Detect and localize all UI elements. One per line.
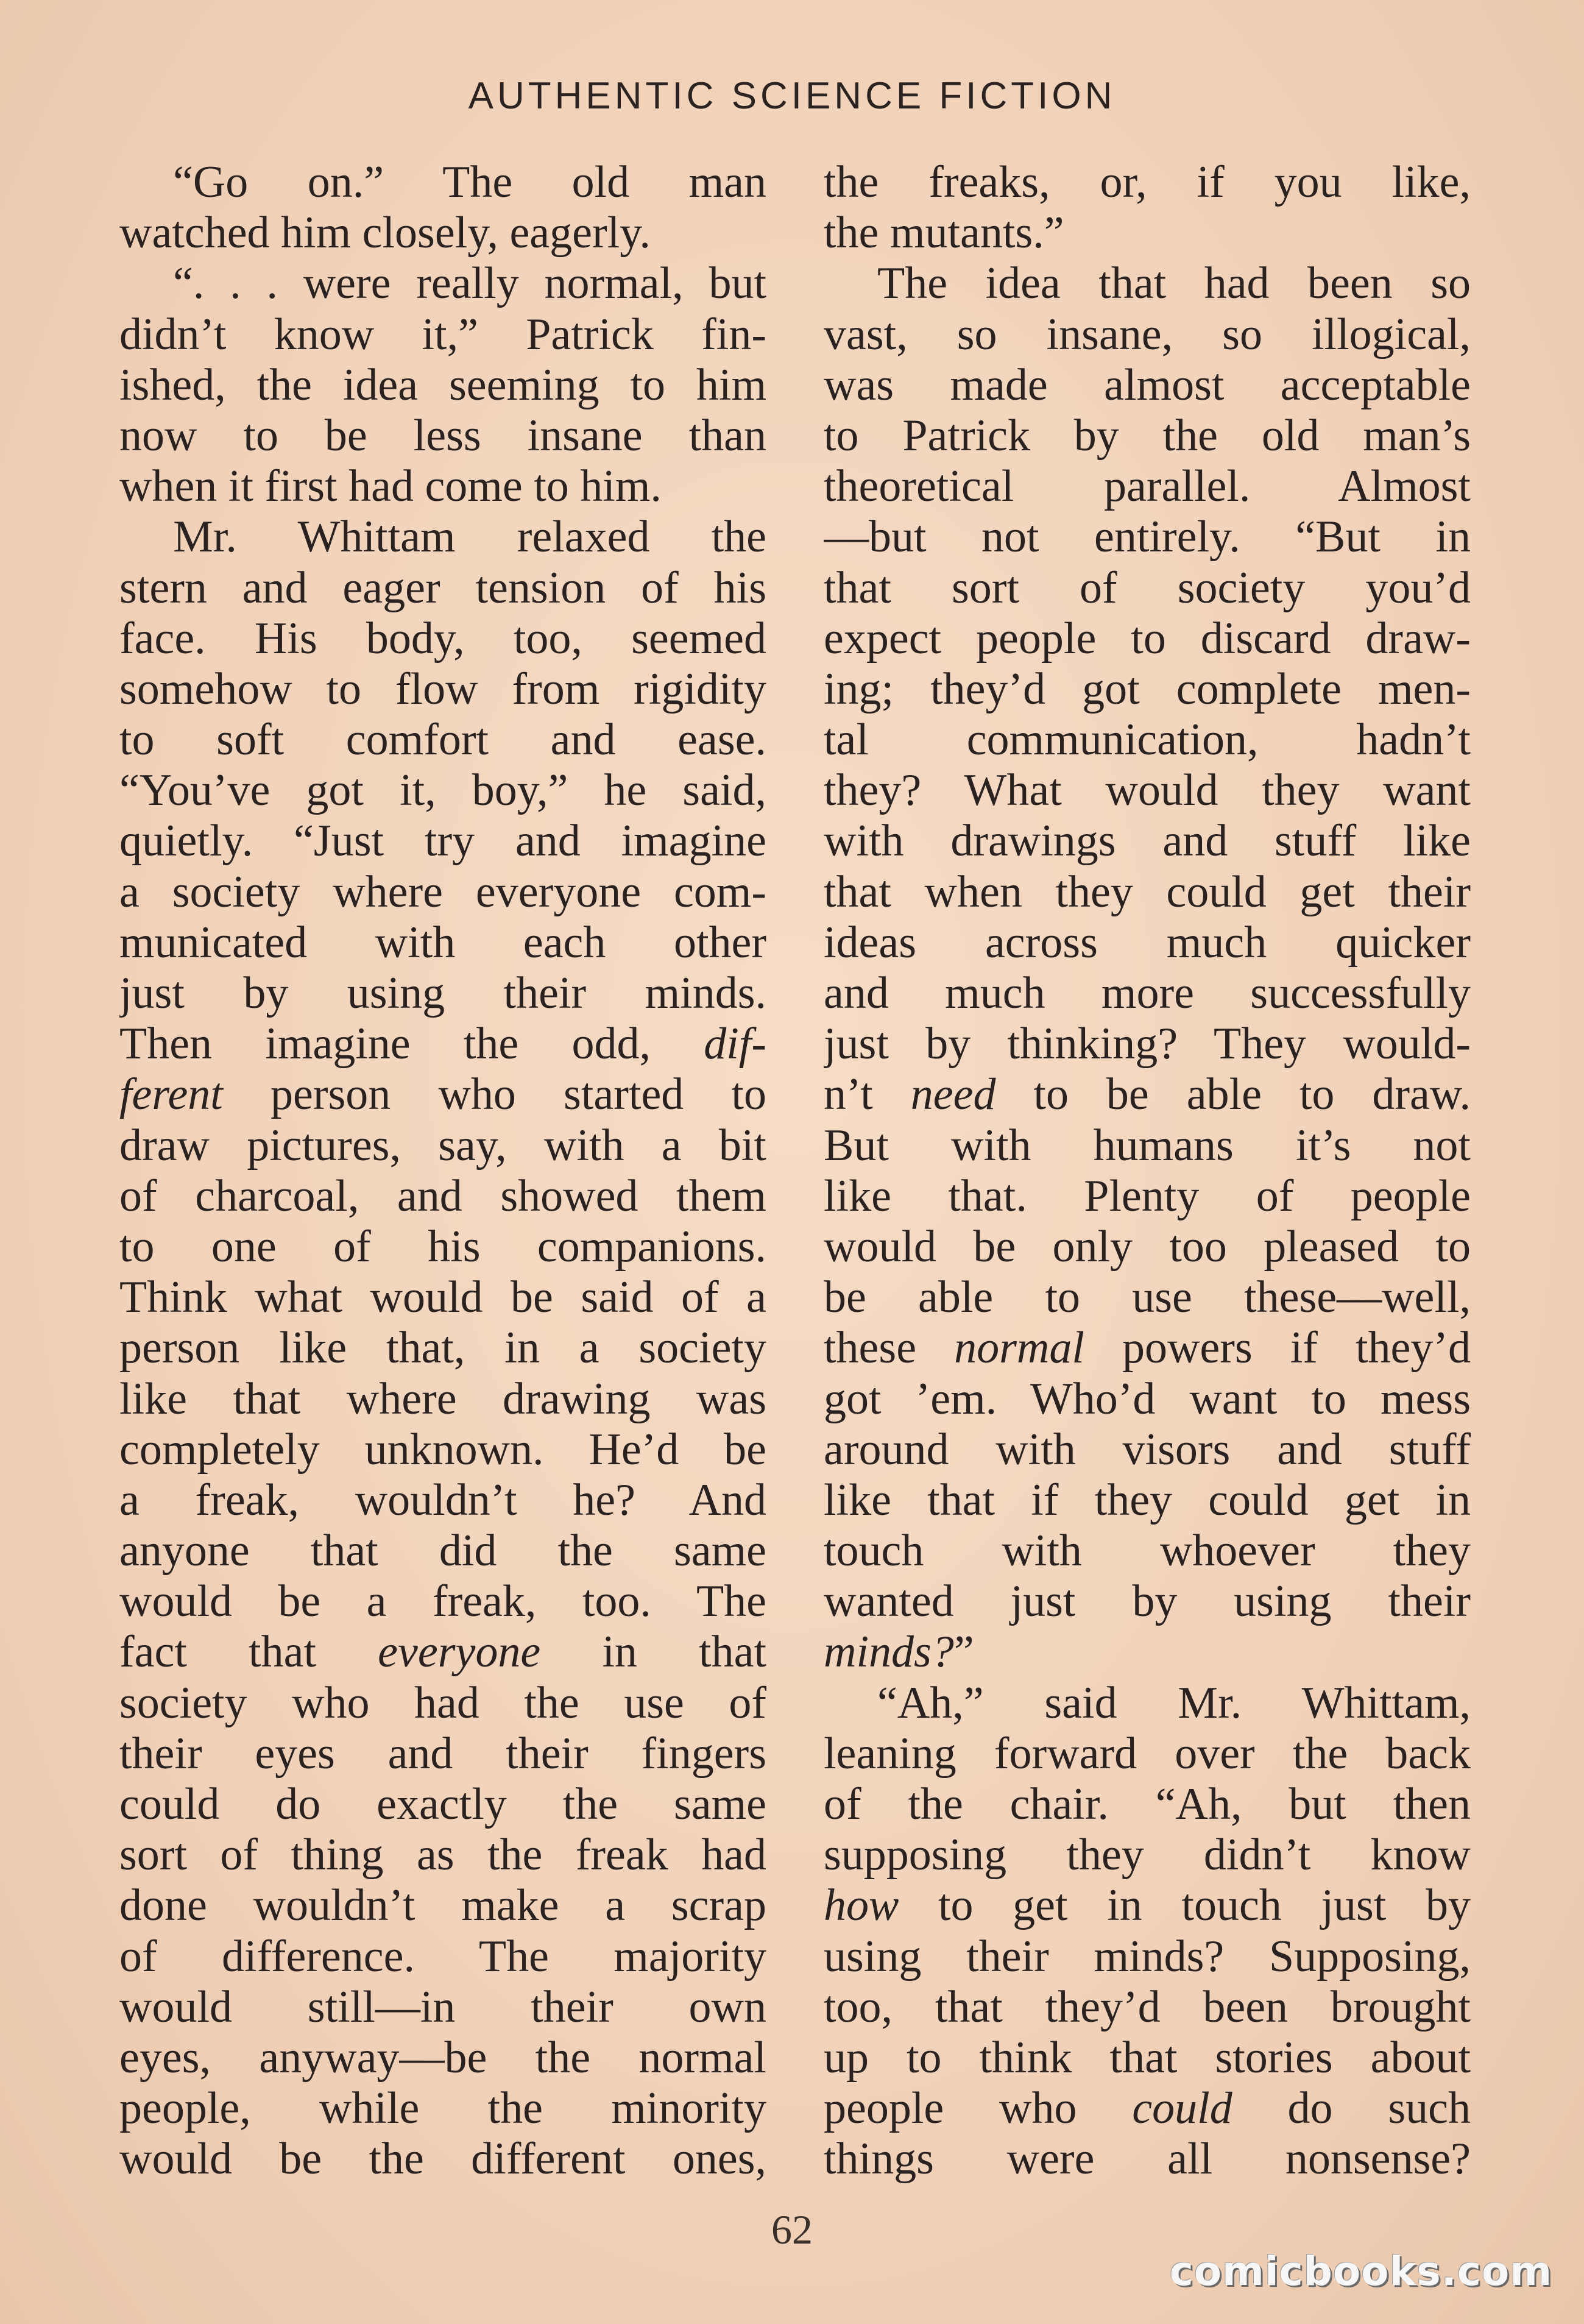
text-segment: —but not entirely. “But in xyxy=(824,512,1471,562)
text-segment: eyes, anyway—be the normal xyxy=(119,2032,766,2083)
text-segment: But with humans it’s not xyxy=(824,1120,1471,1171)
text-segment: would still—in their own xyxy=(119,1982,766,2032)
text-segment: “Go on.” The old man xyxy=(173,157,766,207)
text-line xyxy=(824,1475,1471,1526)
italic-text-segment: normal xyxy=(954,1323,1084,1373)
text-segment: to soft comfort and ease. xyxy=(119,715,766,765)
text-line xyxy=(824,918,1471,968)
text-segment: with drawings and stuff like xyxy=(824,816,1471,866)
text-line xyxy=(119,614,766,664)
text-line xyxy=(119,1576,766,1627)
text-line xyxy=(119,512,766,562)
text-segment: anyone that did the same xyxy=(119,1526,766,1576)
text-line xyxy=(119,1272,766,1323)
text-segment: of difference. The majority xyxy=(119,1931,766,1982)
text-segment: be able to use these—well, xyxy=(824,1272,1471,1323)
text-segment: quietly. “Just try and imagine xyxy=(119,816,766,866)
text-segment: person who started to xyxy=(222,1069,766,1120)
text-line xyxy=(824,563,1471,614)
text-line xyxy=(119,2033,766,2083)
text-segment: ” xyxy=(953,1627,974,1677)
text-segment: now to be less insane than xyxy=(119,410,766,461)
text-line xyxy=(824,1729,1471,1779)
text-segment: like that where drawing was xyxy=(119,1373,766,1424)
text-line xyxy=(119,1475,766,1526)
text-line xyxy=(824,1982,1471,2033)
text-line xyxy=(824,1425,1471,1475)
italic-text-segment: ferent xyxy=(119,1069,223,1120)
text-line xyxy=(119,1323,766,1373)
text-segment: would be only too pleased to xyxy=(824,1221,1471,1272)
text-segment: like that. Plenty of people xyxy=(824,1171,1471,1221)
text-segment: municated with each other xyxy=(119,917,766,968)
watermark-logo: comicbooks.com xyxy=(1169,2248,1552,2295)
text-segment: sort of thing as the freak had xyxy=(119,1830,766,1880)
text-line xyxy=(824,258,1471,309)
text-segment: to be able to draw. xyxy=(995,1069,1471,1120)
text-line xyxy=(119,258,766,309)
text-segment: these xyxy=(824,1323,955,1373)
text-segment: got ’em. Who’d want to mess xyxy=(824,1373,1471,1424)
text-line xyxy=(119,1069,766,1120)
text-line xyxy=(824,614,1471,664)
text-segment: of charcoal, and showed them xyxy=(119,1171,766,1221)
text-segment: completely unknown. He’d be xyxy=(119,1424,766,1475)
text-segment: that when they could get their xyxy=(824,866,1471,917)
text-line xyxy=(119,1222,766,1272)
italic-text-segment: could xyxy=(1132,2083,1232,2134)
text-segment: powers if they’d xyxy=(1084,1323,1471,1373)
text-line xyxy=(119,360,766,411)
text-line xyxy=(824,1272,1471,1323)
text-line xyxy=(119,1121,766,1171)
text-line xyxy=(119,765,766,816)
text-segment: they? What would they want xyxy=(824,765,1471,816)
text-segment: fact that xyxy=(119,1627,378,1677)
text-line xyxy=(824,2134,1471,2184)
text-line xyxy=(119,1779,766,1830)
left-text-column xyxy=(119,157,766,2185)
italic-text-segment: dif- xyxy=(704,1019,766,1069)
text-line xyxy=(824,461,1471,512)
text-line xyxy=(119,1729,766,1779)
text-line xyxy=(824,2083,1471,2134)
italic-text-segment: how xyxy=(824,1880,899,1931)
text-segment: could do exactly the same xyxy=(119,1779,766,1829)
text-line xyxy=(824,157,1471,208)
text-segment: would be a freak, too. The xyxy=(119,1576,766,1627)
text-line xyxy=(824,1779,1471,1830)
text-segment: ished, the idea seeming to him xyxy=(119,360,766,410)
text-line xyxy=(119,1526,766,1576)
text-line xyxy=(824,512,1471,562)
text-line xyxy=(824,360,1471,411)
text-segment: like that if they could get in xyxy=(824,1475,1471,1525)
text-segment: would be the different ones, xyxy=(119,2134,766,2184)
text-line xyxy=(119,563,766,614)
text-line xyxy=(824,1576,1471,1627)
text-line xyxy=(119,1830,766,1880)
text-segment: face. His body, too, seemed xyxy=(119,613,766,664)
text-segment: was made almost acceptable xyxy=(824,360,1471,410)
text-line xyxy=(119,2134,766,2184)
text-line xyxy=(824,411,1471,461)
text-segment: and much more successfully xyxy=(824,968,1471,1018)
text-line xyxy=(824,968,1471,1019)
text-line xyxy=(119,918,766,968)
text-segment: expect people to discard draw- xyxy=(824,613,1471,664)
text-line xyxy=(824,1627,1471,1677)
text-line xyxy=(119,411,766,461)
text-line xyxy=(119,664,766,715)
text-segment: somehow to flow from rigidity xyxy=(119,664,766,714)
text-segment: “Ah,” said Mr. Whittam, xyxy=(877,1677,1471,1728)
text-line xyxy=(119,867,766,918)
text-segment: a freak, wouldn’t he? And xyxy=(119,1475,766,1525)
text-segment: people who xyxy=(824,2083,1133,2134)
text-segment: Think what would be said of a xyxy=(119,1272,766,1323)
text-segment: their eyes and their fingers xyxy=(119,1728,766,1779)
text-segment: done wouldn’t make a scrap xyxy=(119,1880,766,1931)
text-segment: to get in touch just by xyxy=(899,1880,1471,1931)
page-number: 62 xyxy=(771,2206,813,2253)
text-line xyxy=(824,208,1471,258)
text-line xyxy=(824,1880,1471,1931)
text-segment: just by using their minds. xyxy=(119,968,766,1018)
text-segment: too, that they’d been brought xyxy=(824,1982,1471,2032)
text-line xyxy=(119,157,766,208)
text-segment: n’t xyxy=(824,1069,911,1120)
text-segment: using their minds? Supposing, xyxy=(824,1931,1471,1982)
text-line xyxy=(824,1171,1471,1222)
text-line xyxy=(824,867,1471,918)
text-line xyxy=(824,1830,1471,1880)
text-segment: person like that, in a society xyxy=(119,1323,766,1373)
text-line xyxy=(119,968,766,1019)
text-line xyxy=(824,1019,1471,1069)
text-segment: when it first had come to him. xyxy=(119,461,662,512)
text-line xyxy=(119,715,766,765)
italic-text-segment: minds? xyxy=(824,1627,954,1677)
text-line xyxy=(119,310,766,360)
text-segment: people, while the minority xyxy=(119,2083,766,2134)
text-segment: the mutants.” xyxy=(824,208,1064,258)
text-segment: just by thinking? They would- xyxy=(824,1019,1471,1069)
text-line xyxy=(824,715,1471,765)
text-line xyxy=(119,1880,766,1931)
text-line xyxy=(119,1019,766,1069)
text-line xyxy=(119,461,766,512)
text-line xyxy=(824,1678,1471,1729)
text-segment: of the chair. “Ah, but then xyxy=(824,1779,1471,1829)
text-line xyxy=(119,816,766,866)
text-line xyxy=(824,664,1471,715)
text-line xyxy=(824,2033,1471,2083)
text-segment: Then imagine the odd, xyxy=(119,1019,704,1069)
text-segment: do such xyxy=(1232,2083,1471,2134)
text-line xyxy=(824,1932,1471,1982)
text-line xyxy=(119,1627,766,1677)
text-line xyxy=(824,1222,1471,1272)
text-segment: theoretical parallel. Almost xyxy=(824,461,1471,512)
text-segment: draw pictures, say, with a bit xyxy=(119,1120,766,1171)
text-line xyxy=(119,1932,766,1982)
text-line xyxy=(824,765,1471,816)
text-segment: Mr. Whittam relaxed the xyxy=(173,512,766,562)
text-line xyxy=(119,1374,766,1425)
text-line xyxy=(119,1982,766,2033)
text-segment: ing; they’d got complete men- xyxy=(824,664,1471,714)
running-head: AUTHENTIC SCIENCE FICTION xyxy=(468,75,1116,117)
text-line xyxy=(824,1069,1471,1120)
text-line xyxy=(824,1121,1471,1171)
text-segment: watched him closely, eagerly. xyxy=(119,208,651,258)
text-line xyxy=(119,2083,766,2134)
text-line xyxy=(824,1526,1471,1576)
text-segment: to one of his companions. xyxy=(119,1221,766,1272)
text-segment: wanted just by using their xyxy=(824,1576,1471,1627)
text-segment: The idea that had been so xyxy=(877,258,1471,309)
text-segment: “. . . were really normal, but xyxy=(173,258,766,309)
text-line xyxy=(119,1425,766,1475)
text-segment: up to think that stories about xyxy=(824,2032,1471,2083)
text-line xyxy=(119,1171,766,1222)
text-segment: touch with whoever they xyxy=(824,1526,1471,1576)
text-segment: to Patrick by the old man’s xyxy=(824,410,1471,461)
text-line xyxy=(824,1374,1471,1425)
italic-text-segment: everyone xyxy=(378,1627,541,1677)
text-line xyxy=(119,208,766,258)
text-line xyxy=(824,1323,1471,1373)
right-text-column xyxy=(824,157,1471,2185)
text-segment: didn’t know it,” Patrick fin- xyxy=(119,309,766,360)
text-segment: that sort of society you’d xyxy=(824,562,1471,613)
text-segment: supposing they didn’t know xyxy=(824,1830,1471,1880)
text-segment: in that xyxy=(540,1627,766,1677)
text-line xyxy=(824,816,1471,866)
text-segment: “You’ve got it, boy,” he said, xyxy=(119,765,766,816)
italic-text-segment: need xyxy=(910,1069,996,1120)
text-line xyxy=(824,310,1471,360)
text-segment: things were all nonsense? xyxy=(824,2134,1471,2184)
text-segment: the freaks, or, if you like, xyxy=(824,157,1471,207)
text-segment: vast, so insane, so illogical, xyxy=(824,309,1471,360)
text-segment: leaning forward over the back xyxy=(824,1728,1471,1779)
text-segment: stern and eager tension of his xyxy=(119,562,766,613)
text-segment: a society where everyone com- xyxy=(119,866,766,917)
text-segment: society who had the use of xyxy=(119,1677,766,1728)
text-line xyxy=(119,1678,766,1729)
text-segment: around with visors and stuff xyxy=(824,1424,1471,1475)
text-segment: ideas across much quicker xyxy=(824,917,1471,968)
text-segment: tal communication, hadn’t xyxy=(824,715,1471,765)
